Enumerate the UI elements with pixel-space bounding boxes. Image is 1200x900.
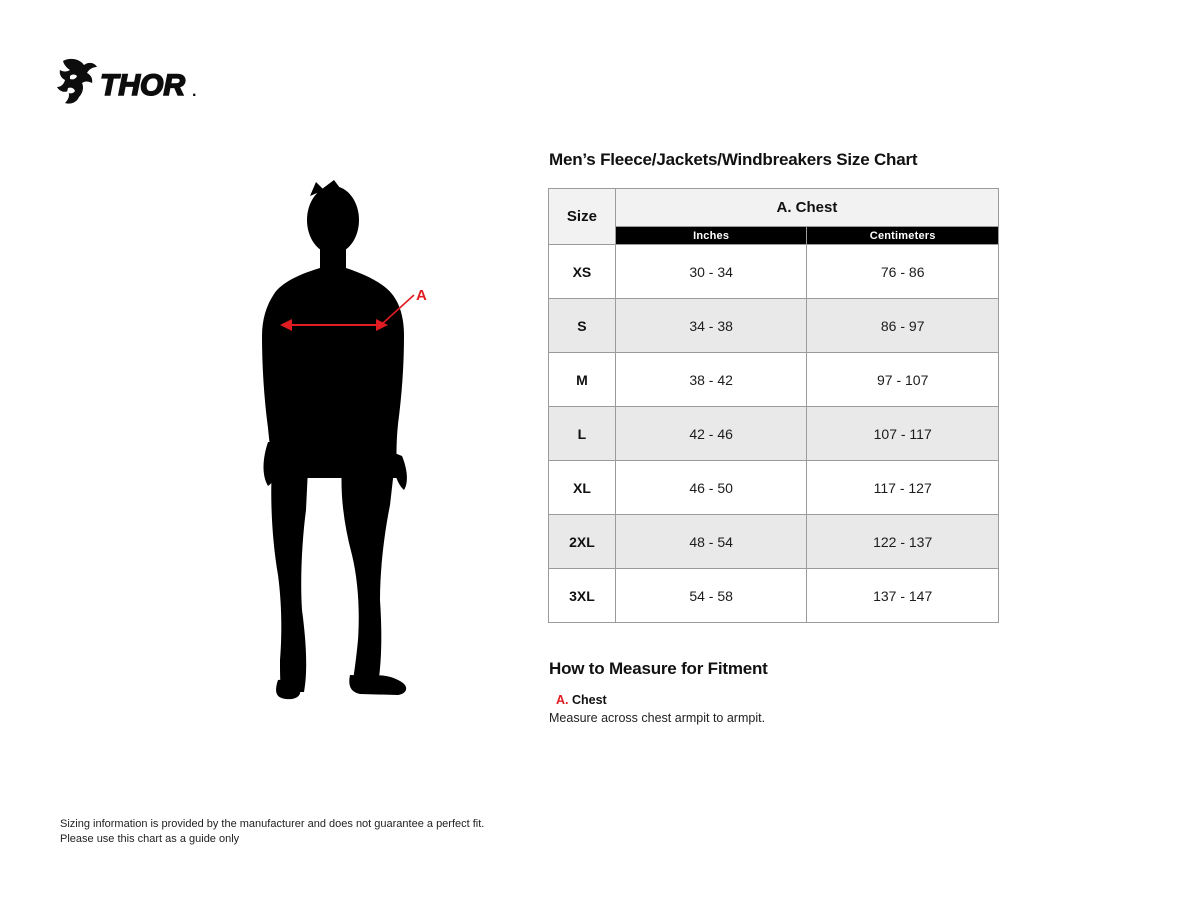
table-row-xl [549, 461, 999, 515]
inches-value: 38 - 42 [615, 353, 807, 407]
thor-logo-icon [57, 59, 97, 104]
body-measurement-diagram [252, 180, 442, 705]
thor-logo-wordmark: THOR [100, 69, 185, 102]
table-row-l [549, 407, 999, 461]
centimeters-value: 107 - 117 [807, 407, 999, 461]
chest-measurement-label-a: A [416, 287, 427, 304]
inches-value: 46 - 50 [615, 461, 807, 515]
disclaimer-line-2: Please use this chart as a guide only [60, 833, 240, 845]
measure-item-name: Chest [568, 693, 607, 707]
table-row-m [549, 353, 999, 407]
size-label: L [549, 407, 616, 461]
centimeters-value: 122 - 137 [807, 515, 999, 569]
thor-logo [56, 58, 206, 110]
table-row-3xl [549, 569, 999, 623]
sizing-disclaimer [60, 817, 484, 847]
column-header-chest-group: A. Chest [615, 189, 998, 227]
centimeters-value: 137 - 147 [807, 569, 999, 623]
table-unit-row [549, 227, 999, 245]
inches-value: 30 - 34 [615, 245, 807, 299]
inches-value: 54 - 58 [615, 569, 807, 623]
measure-item-chest [556, 693, 607, 707]
measure-item-description: Measure across chest armpit to armpit. [549, 711, 766, 725]
inches-value: 34 - 38 [615, 299, 807, 353]
thor-logo-trademark-dot: . [192, 83, 197, 100]
size-label: 3XL [549, 569, 616, 623]
inches-value: 48 - 54 [615, 515, 807, 569]
inches-value: 42 - 46 [615, 407, 807, 461]
size-label: S [549, 299, 616, 353]
centimeters-value: 76 - 86 [807, 245, 999, 299]
column-header-centimeters: Centimeters [807, 227, 999, 245]
measure-item-letter: A. [556, 693, 569, 707]
disclaimer-line-1: Sizing information is provided by the manufacturer and does not guarantee a perfect fit. [60, 818, 485, 830]
table-row-xs [549, 245, 999, 299]
table-row-2xl [549, 515, 999, 569]
size-chart-table [548, 188, 999, 623]
size-label: XS [549, 245, 616, 299]
size-label: 2XL [549, 515, 616, 569]
centimeters-value: 86 - 97 [807, 299, 999, 353]
column-header-inches: Inches [615, 227, 807, 245]
male-silhouette [262, 180, 407, 699]
size-chart-title: Men’s Fleece/Jackets/Windbreakers Size Chart [549, 150, 918, 169]
centimeters-value: 117 - 127 [807, 461, 999, 515]
size-label: M [549, 353, 616, 407]
size-label: XL [549, 461, 616, 515]
how-to-measure-heading: How to Measure for Fitment [549, 659, 768, 678]
table-row-s [549, 299, 999, 353]
centimeters-value: 97 - 107 [807, 353, 999, 407]
table-header-row [549, 189, 999, 227]
column-header-size: Size [549, 189, 616, 245]
